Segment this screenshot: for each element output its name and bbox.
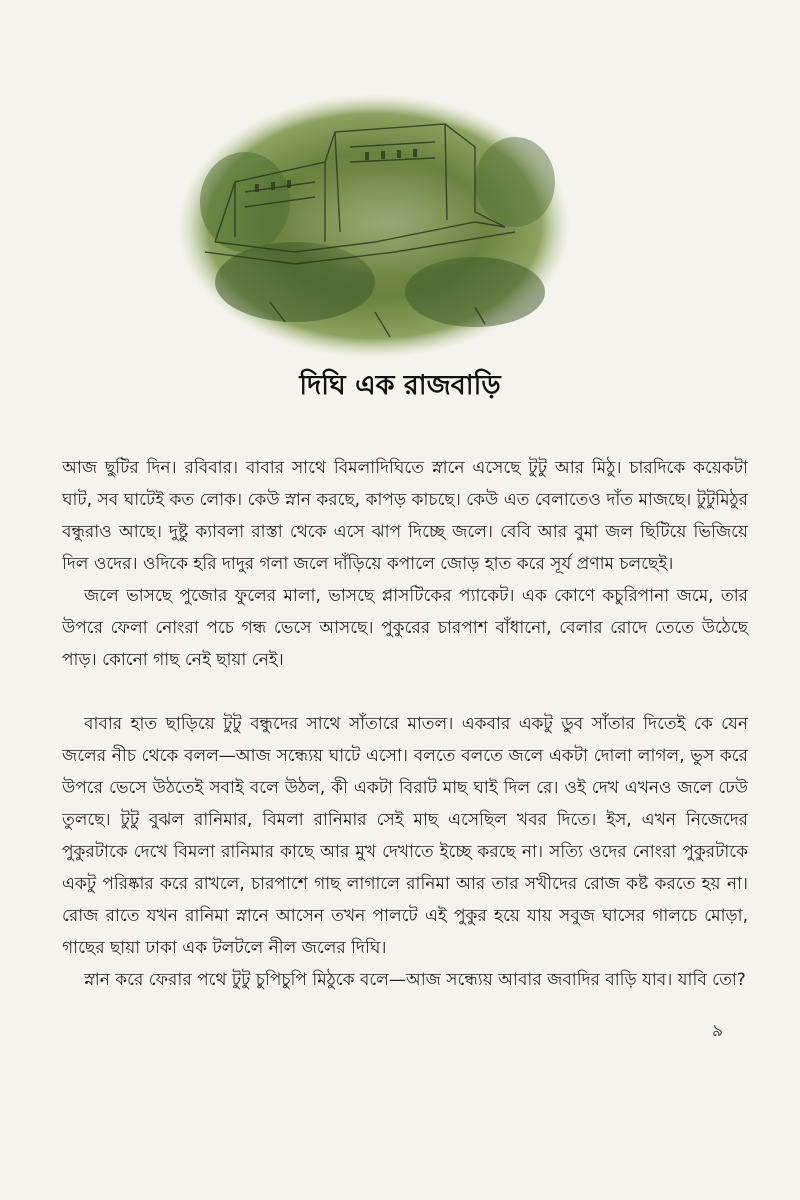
paragraph-2: জলে ভাসছে পুজোর ফুলের মালা, ভাসছে প্লাসটিকের প্যাকেট। এক কোণে কচুরিপানা জমে, তার উপরে ফেলা নোংরা পচে গন্ধ ভেসে আসছে। পুকুরের চারপাশ বাঁধানো, বেলার রোদে তেতে উঠেছে পাড়। কোনো গাছ নেই ছায়া নেই। [62, 586, 748, 670]
palace-sketch-icon [175, 92, 573, 360]
paragraph-1: আজ ছুটির দিন। রবিবার। বাবার সাথে বিমলাদিঘিতে স্নানে এসেছে টুটু আর মিঠু। চারদিকে কয়েকটা ঘাট, সব ঘাটেই কত লোক। কেউ স্নান করছে, কাপড় কাচছে। কেউ এত বেলাতেও দাঁত মাজছে। টুটুমিঠুর বন্ধুরাও আছে। দুষ্টু ক্যাবলা রাস্তা থেকে এসে ঝাপ দিচ্ছে জলে। বেবি আর বুমা জল ছিটিয়ে ভিজিয়ে দিল ওদের। ওদিকে হরি দাদুর গলা জলে দাঁড়িয়ে কপালে জোড় হাত করে সূর্য প্রণাম চলছেই। [62, 458, 748, 574]
chapter-illustration [175, 92, 573, 360]
chapter-title: দিঘি এক রাজবাড়ি [299, 370, 501, 401]
paragraph-3: বাবার হাত ছাড়িয়ে টুটু বন্ধুদের সাথে সাঁতারে মাতল। একবার একটু ডুব সাঁতার দিতেই কে যেন জলের নীচ থেকে বলল—আজ সন্ধ্যেয় ঘাটে এসো। বলতে বলতে জলে একটা দোলা লাগল, ভুস করে উপরে ভেসে উঠতেই সবাই বলে উঠল, কী একটা বিরাট মাছ ঘাই দিল রে। ওই দেখ এখনও জলে ঢেউ তুলছে। টুটু বুঝল রানিমার, বিমলা রানিমার সেই মাছ এসেছিল খবর দিতে। ইস, এখন নিজেদের পুকুরটাকে দেখে বিমলা রানিমার কাছে আর মুখ দেখাতে ইচ্ছে করছে না। সত্যি ওদের নোংরা পুকুরটাকে একটু পরিষ্কার করে রাখলে, চারপাশে গাছ লাগালে রানিমা আর তার সখীদের রোজ কষ্ট করতে হয় না। রোজ রাতে যখন রানিমা স্নানে আসেন তখন পালটে এই পুকুর হয়ে যায় সবুজ ঘাসের গালচে মোড়া, গাছের ছায়া ঢাকা এক টলটলে নীল জলের দিঘি। [62, 714, 748, 958]
page-number: ৯ [712, 1021, 724, 1041]
story-body [62, 452, 748, 996]
paragraph-4: স্নান করে ফেরার পথে টুটু চুপিচুপি মিঠুকে বলে—আজ সন্ধ্যেয় আবার জবাদির বাড়ি যাব। যাবি তো? [84, 970, 746, 990]
